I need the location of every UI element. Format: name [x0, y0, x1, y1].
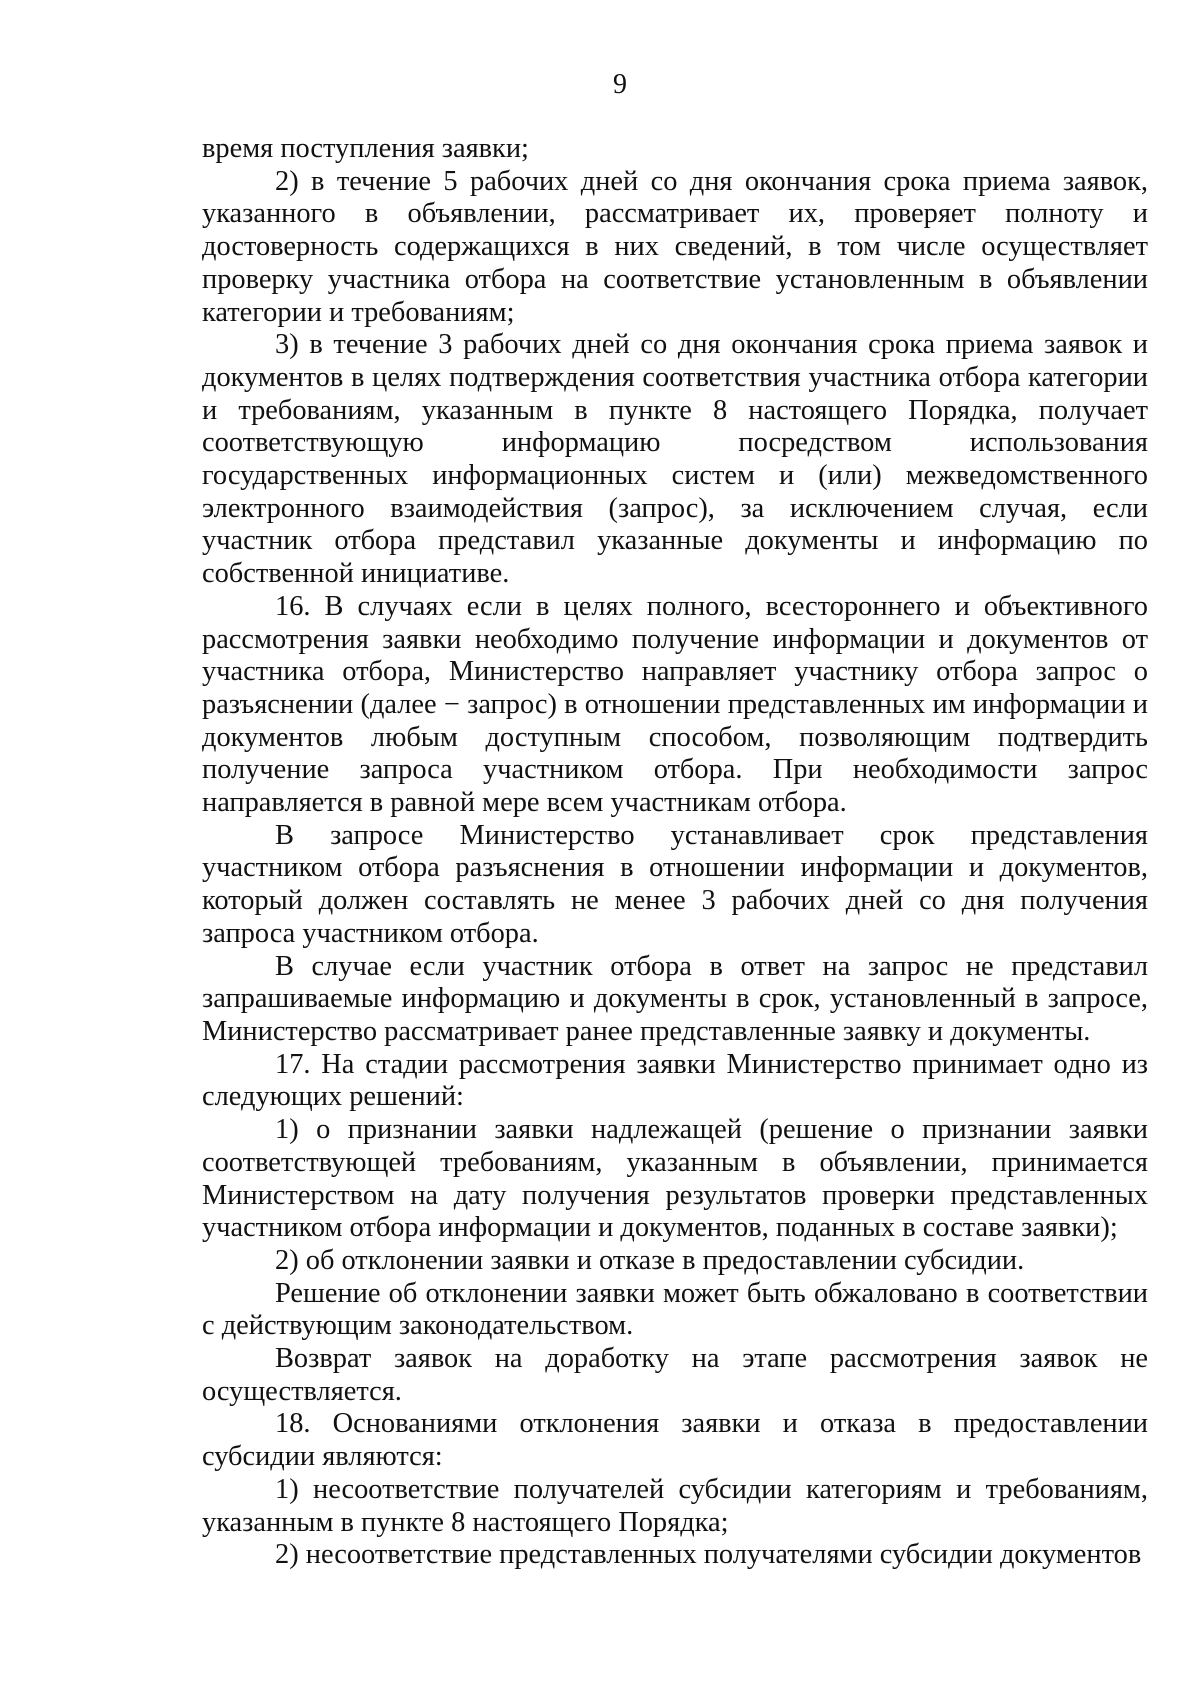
paragraph-no-response: В случае если участник отбора в ответ на запрос не представил запрашиваемые информацию и документы в срок, установленный в запросе, Министерство рассматривает ранее представленные заявку и документы. [202, 950, 1148, 1047]
paragraph-clause-17: 17. На стадии рассмотрения заявки Министерство принимает одно из следующих решений: [202, 1048, 1148, 1113]
paragraph-item-3-interagency: 3) в течение 3 рабочих дней со дня окончания срока приема заявок и документов в целях подтверждения соответствия участника отбора категории и требованиям, указанным в пункте 8 настоящего Порядка, получает соответствующую информацию посредством использования государственных информационных систем и (или) межведомственного электронного взаимодействия (запрос), за исключением случая, если участник отбора представил указанные документы и информацию по собственной инициативе. [202, 329, 1148, 590]
paragraph-decision-1: 1) о признании заявки надлежащей (решение о признании заявки соответствующей требованиям, указанным в объявлении, принимается Министерством на дату получения результатов проверки представленных участником отбора информации и документов, поданных в составе заявки); [202, 1114, 1148, 1244]
document-body [202, 133, 1148, 1572]
paragraph-no-revision: Возврат заявок на доработку на этапе рассмотрения заявок не осуществляется. [202, 1343, 1148, 1407]
paragraph-item-2-review: 2) в течение 5 рабочих дней со дня окончания срока приема заявок, указанного в объявлении, рассматривает их, проверяет полноту и достоверность содержащихся в них сведений, в том числе осуществляет проверку участника отбора на соответствие установленным в объявлении категории и требованиям; [202, 165, 1148, 328]
paragraph-continuation: время поступления заявки; [202, 133, 529, 164]
paragraph-clause-18: 18. Основаниями отклонения заявки и отказа в предоставлении субсидии являются: [202, 1408, 1148, 1473]
paragraph-decision-2: 2) об отклонении заявки и отказе в предоставлении субсидии. [275, 1244, 1025, 1276]
paragraph-appeal: Решение об отклонении заявки может быть обжаловано в соответствии с действующим законодательством. [202, 1277, 1148, 1342]
paragraph-request-deadline: В запросе Министерство устанавливает срок представления участником отбора разъяснения в отношении информации и документов, который должен составлять не менее 3 рабочих дней со дня получения запроса участником отбора. [202, 819, 1148, 949]
paragraph-ground-1: 1) несоответствие получателей субсидии категориям и требованиям, указанным в пункте 8 настоящего Порядка; [202, 1473, 1148, 1538]
page-number: 9 [613, 69, 627, 100]
paragraph-clause-16: 16. В случаях если в целях полного, всестороннего и объективного рассмотрения заявки необходимо получение информации и документов от участника отбора, Министерство направляет участнику отбора запрос о разъяснении (далее − запрос) в отношении представленных им информации и документов любым доступным способом, позволяющим подтвердить получение запроса участником отбора. При необходимости запрос направляется в равной мере всем участникам отбора. [202, 590, 1148, 819]
paragraph-ground-2: 2) несоответствие представленных получателями субсидии документов [275, 1539, 1142, 1571]
